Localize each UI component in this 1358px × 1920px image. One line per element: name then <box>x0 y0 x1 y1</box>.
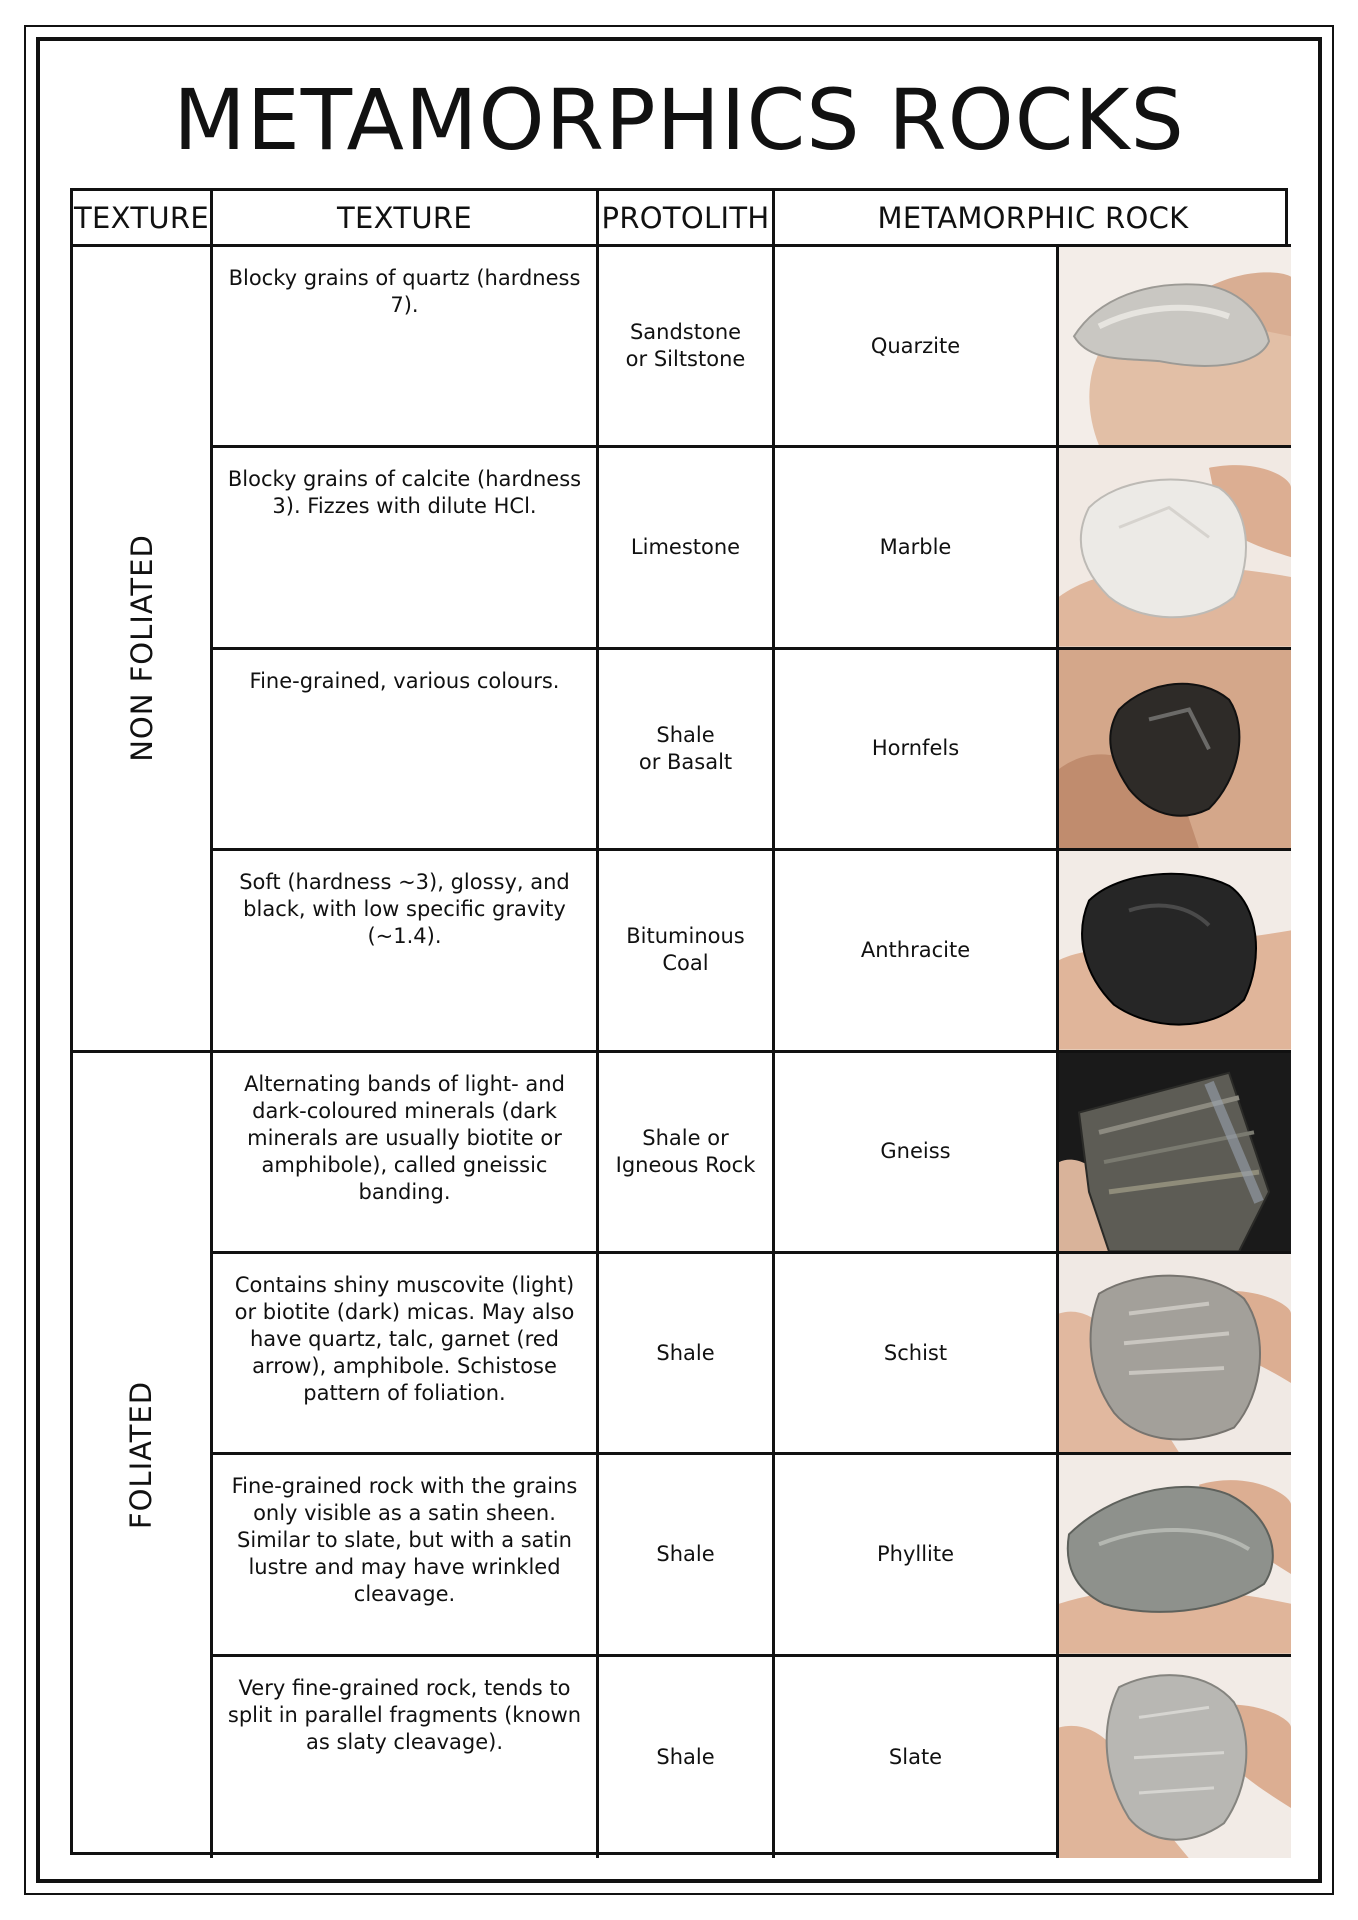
header-metamorphic-rock: METAMORPHIC ROCK <box>775 191 1291 247</box>
page-title: METAMORPHICS ROCKS <box>173 71 1185 169</box>
protolith-value: Shale <box>599 1254 775 1455</box>
rocks-table <box>70 188 1288 1855</box>
rock-name: Hornfels <box>775 650 1059 851</box>
hornfels-image <box>1059 650 1291 848</box>
quartzite-image <box>1059 247 1291 445</box>
protolith-value: Bituminous Coal <box>599 851 775 1052</box>
phyllite-photo <box>1059 1455 1291 1656</box>
hornfels-photo <box>1059 650 1291 851</box>
texture-description: Very fine-grained rock, tends to split in parallel fragments (known as slaty cleavage). <box>213 1657 599 1858</box>
gneiss-photo <box>1059 1053 1291 1254</box>
protolith-value: Shale <box>599 1657 775 1858</box>
protolith-value: Shale or Igneous Rock <box>599 1053 775 1254</box>
header-texture-group: TEXTURE <box>73 191 213 247</box>
group-label: NON FOLIATED <box>124 534 159 763</box>
rock-name: Schist <box>775 1254 1059 1455</box>
gneiss-image <box>1059 1053 1291 1251</box>
marble-photo <box>1059 448 1291 649</box>
texture-description: Fine-grained rock with the grains only visible as a satin sheen. Similar to slate, but with a satin lustre and may have wrinkled cleavage. <box>213 1455 599 1656</box>
header-texture: TEXTURE <box>213 191 599 247</box>
protolith-value: Limestone <box>599 448 775 649</box>
schist-image <box>1059 1254 1291 1452</box>
rock-name: Quarzite <box>775 247 1059 448</box>
quartzite-photo <box>1059 247 1291 448</box>
texture-description: Contains shiny muscovite (light) or biotite (dark) micas. May also have quartz, talc, garnet (red arrow), amphibole. Schistose pattern of foliation. <box>213 1254 599 1455</box>
protolith-value: Shale or Basalt <box>599 650 775 851</box>
texture-description: Soft (hardness ~3), glossy, and black, with low specific gravity (~1.4). <box>213 851 599 1052</box>
marble-image <box>1059 448 1291 646</box>
rock-name: Marble <box>775 448 1059 649</box>
texture-description: Fine-grained, various colours. <box>213 650 599 851</box>
anthracite-image <box>1059 851 1291 1049</box>
rock-name: Anthracite <box>775 851 1059 1052</box>
group-label: FOLIATED <box>124 1381 159 1530</box>
rock-name: Gneiss <box>775 1053 1059 1254</box>
rock-name: Phyllite <box>775 1455 1059 1656</box>
schist-photo <box>1059 1254 1291 1455</box>
protolith-value: Sandstone or Siltstone <box>599 247 775 448</box>
protolith-value: Shale <box>599 1455 775 1656</box>
slate-photo <box>1059 1657 1291 1858</box>
texture-description: Blocky grains of calcite (hardness 3). Fizzes with dilute HCl. <box>213 448 599 649</box>
phyllite-image <box>1059 1455 1291 1653</box>
group-foliated <box>73 1053 213 1859</box>
texture-description: Alternating bands of light- and dark-coloured minerals (dark minerals are usually biotite or amphibole), called gneissic banding. <box>213 1053 599 1254</box>
texture-description: Blocky grains of quartz (hardness 7). <box>213 247 599 448</box>
header-protolith: PROTOLITH <box>599 191 775 247</box>
anthracite-photo <box>1059 851 1291 1052</box>
slate-image <box>1059 1657 1291 1858</box>
group-non-foliated <box>73 247 213 1053</box>
rock-name: Slate <box>775 1657 1059 1858</box>
